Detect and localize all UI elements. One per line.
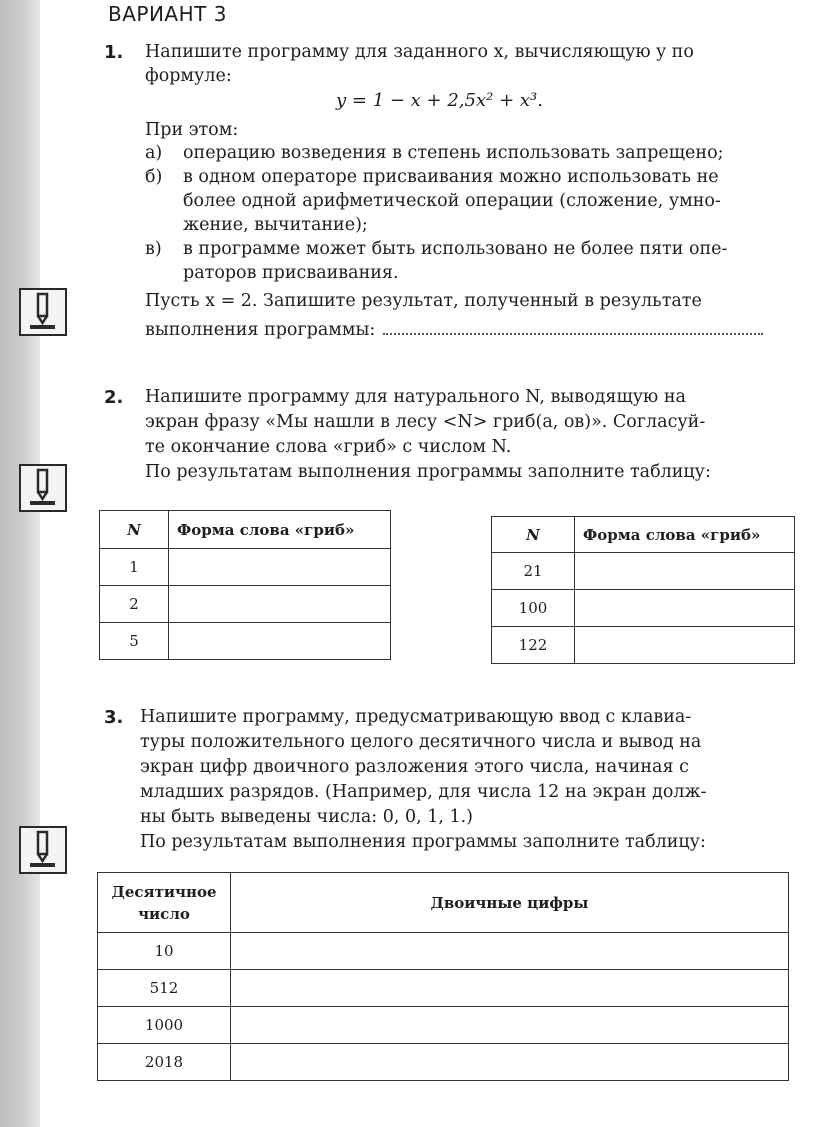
task2-text-line: те окончание слова «гриб» с числом N. <box>145 437 512 457</box>
variant-title: ВАРИАНТ 3 <box>108 2 227 26</box>
mushroom-table-left <box>99 510 391 660</box>
answer-cell[interactable] <box>169 549 391 586</box>
task2-text-line: По результатам выполнения программы заполните таблицу: <box>145 462 711 482</box>
task3-number: 3. <box>104 707 124 728</box>
table-cell-n: 21 <box>492 553 575 590</box>
table-cell-n: 122 <box>492 627 575 664</box>
answer-cell[interactable] <box>169 623 391 660</box>
table-row <box>100 623 391 660</box>
answer-cell[interactable] <box>575 553 795 590</box>
table-row <box>492 627 795 664</box>
table-row <box>100 549 391 586</box>
answer-cell[interactable] <box>231 1044 789 1081</box>
table-row <box>492 590 795 627</box>
table-cell-n: 100 <box>492 590 575 627</box>
task1-result-label: выполнения программы: <box>145 320 376 340</box>
condition-text: более одной арифметической операции (сложение, умно- <box>183 191 721 211</box>
task2-number: 2. <box>104 387 124 408</box>
table-cell-n: 2 <box>100 586 169 623</box>
task1-text-line: Напишите программу для заданного x, вычисляющую y по <box>145 42 694 62</box>
task3-text-line: экран цифр двоичного разложения этого числа, начиная с <box>140 757 689 777</box>
task3-text-line: ны быть выведены числа: 0, 0, 1, 1.) <box>140 807 474 827</box>
answer-cell[interactable] <box>231 1007 789 1044</box>
table-header <box>98 873 231 933</box>
condition-text: в одном операторе присваивания можно использовать не <box>183 167 719 187</box>
condition-marker: а) <box>145 143 163 163</box>
answer-cell[interactable] <box>575 627 795 664</box>
condition-text: жение, вычитание); <box>183 215 368 235</box>
answer-cell[interactable] <box>575 590 795 627</box>
table-header: N <box>100 511 169 549</box>
answer-cell[interactable] <box>231 933 789 970</box>
answer-line[interactable] <box>383 321 763 335</box>
table-header: N <box>492 517 575 553</box>
table-header: Форма слова «гриб» <box>575 517 795 553</box>
task1-number: 1. <box>104 42 124 63</box>
answer-cell[interactable] <box>231 970 789 1007</box>
table-row <box>98 933 789 970</box>
task1-text-line: формуле: <box>145 66 232 86</box>
table-cell-n: 5 <box>100 623 169 660</box>
task1-result-line: Пусть x = 2. Запишите результат, полученный в результате <box>145 291 702 311</box>
table-header: Двоичные цифры <box>231 873 789 933</box>
table-row <box>98 1007 789 1044</box>
condition-text: раторов присваивания. <box>183 263 399 283</box>
mushroom-table-right <box>491 516 795 664</box>
table-cell-decimal: 2018 <box>98 1044 231 1081</box>
task1-result-line <box>145 318 763 343</box>
condition-text: операцию возведения в степень использовать запрещено; <box>183 143 724 163</box>
table-row <box>98 1044 789 1081</box>
table-cell-decimal: 512 <box>98 970 231 1007</box>
pen-icon <box>19 826 67 874</box>
answer-cell[interactable] <box>169 586 391 623</box>
table-row <box>98 970 789 1007</box>
task3-text-line: По результатам выполнения программы заполните таблицу: <box>140 832 706 852</box>
pen-icon <box>19 464 67 512</box>
task1-formula: y = 1 − x + 2,5x² + x³. <box>336 90 543 111</box>
header-line: число <box>138 904 190 923</box>
table-header: Форма слова «гриб» <box>169 511 391 549</box>
task3-text-line: Напишите программу, предусматривающую ввод с клавиа- <box>140 707 692 727</box>
condition-text: в программе может быть использовано не более пяти опе- <box>183 239 728 259</box>
table-row <box>492 553 795 590</box>
binary-table <box>97 872 789 1081</box>
task1-intro: При этом: <box>145 120 239 140</box>
task3-text-line: туры положительного целого десятичного числа и вывод на <box>140 732 702 752</box>
table-cell-n: 1 <box>100 549 169 586</box>
table-cell-decimal: 1000 <box>98 1007 231 1044</box>
condition-marker: в) <box>145 239 162 259</box>
condition-marker: б) <box>145 167 163 187</box>
task3-text-line: младших разрядов. (Например, для числа 12 на экран долж- <box>140 782 707 802</box>
task2-text-line: экран фразу «Мы нашли в лесу <N> гриб(а, ов)». Согласуй- <box>145 412 706 432</box>
pen-icon <box>19 288 67 336</box>
table-cell-decimal: 10 <box>98 933 231 970</box>
task2-text-line: Напишите программу для натурального N, выводящую на <box>145 387 686 407</box>
table-row <box>100 586 391 623</box>
header-line: Десятичное <box>111 882 217 901</box>
left-margin-stripe <box>0 0 40 1127</box>
